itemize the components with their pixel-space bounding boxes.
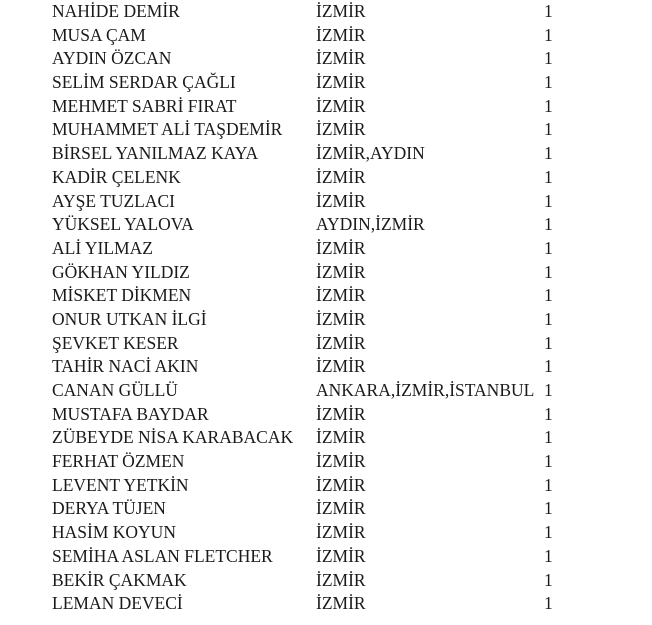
row-name: TAHİR NACİ AKIN: [52, 356, 199, 377]
row-name: ALİ YILMAZ: [52, 237, 153, 258]
row-count: 1: [544, 332, 553, 353]
row-city: İZMİR: [316, 95, 366, 116]
row-count: 1: [544, 308, 553, 329]
row-city: İZMİR: [316, 72, 366, 93]
table-row: [52, 450, 612, 474]
table-row: [52, 261, 612, 285]
table-row: [52, 355, 612, 379]
table-row: [52, 284, 612, 308]
row-city: İZMİR: [316, 474, 366, 495]
row-city: İZMİR: [316, 332, 366, 353]
table-row: [52, 474, 612, 498]
row-city: İZMİR: [316, 1, 366, 21]
row-city: İZMİR: [316, 237, 366, 258]
row-city: İZMİR: [316, 593, 366, 614]
row-name: MEHMET SABRİ FIRAT: [52, 95, 237, 116]
row-count: 1: [544, 237, 553, 258]
row-name: LEVENT YETKİN: [52, 474, 189, 495]
row-count: 1: [544, 380, 553, 400]
row-name: HASİM KOYUN: [52, 522, 176, 543]
row-count: 1: [544, 1, 553, 21]
row-name: GÖKHAN YILDIZ: [52, 261, 190, 282]
row-city: İZMİR: [316, 522, 366, 543]
table-row: [52, 592, 612, 616]
table-row: [52, 95, 612, 119]
row-count: 1: [544, 119, 553, 140]
candidate-table: [52, 0, 612, 616]
row-name: MİSKET DİKMEN: [52, 285, 192, 306]
table-row: [52, 308, 612, 332]
row-count: 1: [544, 285, 553, 306]
table-row: [52, 237, 612, 261]
row-city: İZMİR: [316, 545, 366, 566]
row-name: BİRSEL YANILMAZ KAYA: [52, 143, 259, 164]
row-name: MUSTAFA BAYDAR: [52, 403, 209, 424]
row-name: NAHİDE DEMİR: [52, 1, 180, 21]
row-city: İZMİR: [316, 308, 366, 329]
row-count: 1: [544, 356, 553, 377]
row-name: DERYA TÜJEN: [52, 498, 166, 519]
table-row: [52, 142, 612, 166]
row-city: İZMİR: [316, 166, 366, 187]
row-name: LEMAN DEVECİ: [52, 593, 183, 614]
row-name: MUSA ÇAM: [52, 24, 146, 45]
row-city: İZMİR: [316, 285, 366, 306]
row-city: İZMİR: [316, 24, 366, 45]
row-city: İZMİR: [316, 190, 366, 211]
row-city: İZMİR: [316, 119, 366, 140]
row-count: 1: [544, 24, 553, 45]
row-count: 1: [544, 190, 553, 211]
row-name: YÜKSEL YALOVA: [52, 214, 194, 235]
row-city: İZMİR,AYDIN: [316, 143, 425, 164]
row-name: FERHAT ÖZMEN: [52, 451, 185, 472]
row-city: AYDIN,İZMİR: [316, 214, 425, 235]
row-name: AYDIN ÖZCAN: [52, 48, 172, 69]
table-row: [52, 521, 612, 545]
row-name: KADİR ÇELENK: [52, 166, 181, 187]
row-city: İZMİR: [316, 48, 366, 69]
table-row: [52, 166, 612, 190]
row-city: İZMİR: [316, 451, 366, 472]
row-count: 1: [544, 451, 553, 472]
row-name: AYŞE TUZLACI: [52, 190, 175, 211]
table-row: [52, 545, 612, 569]
row-count: 1: [544, 569, 553, 590]
table-row: [52, 118, 612, 142]
row-count: 1: [544, 474, 553, 495]
row-count: 1: [544, 214, 553, 235]
table-row: [52, 497, 612, 521]
row-count: 1: [544, 427, 553, 448]
row-count: 1: [544, 522, 553, 543]
row-count: 1: [544, 95, 553, 116]
row-count: 1: [544, 48, 553, 69]
row-name: ZÜBEYDE NİSA KARABACAK: [52, 427, 294, 448]
row-city: İZMİR: [316, 261, 366, 282]
row-count: 1: [544, 166, 553, 187]
table-row: [52, 47, 612, 71]
row-city: İZMİR: [316, 403, 366, 424]
table-row: [52, 0, 612, 24]
row-name: CANAN GÜLLÜ: [52, 380, 178, 400]
table-row: [52, 379, 612, 403]
table-row: [52, 24, 612, 48]
table-row: [52, 426, 612, 450]
row-city: İZMİR: [316, 427, 366, 448]
table-row: [52, 569, 612, 593]
row-city: İZMİR: [316, 356, 366, 377]
row-name: ONUR UTKAN İLGİ: [52, 308, 207, 329]
row-city: ANKARA,İZMİR,İSTANBUL: [316, 380, 535, 400]
table-row: [52, 213, 612, 237]
row-name: BEKİR ÇAKMAK: [52, 569, 187, 590]
row-count: 1: [544, 261, 553, 282]
row-name: SELİM SERDAR ÇAĞLI: [52, 72, 236, 93]
row-city: İZMİR: [316, 498, 366, 519]
row-count: 1: [544, 545, 553, 566]
table-row: [52, 71, 612, 95]
row-count: 1: [544, 593, 553, 614]
row-name: SEMİHA ASLAN FLETCHER: [52, 545, 273, 566]
row-count: 1: [544, 72, 553, 93]
table-row: [52, 332, 612, 356]
table-row: [52, 190, 612, 214]
row-count: 1: [544, 403, 553, 424]
row-city: İZMİR: [316, 569, 366, 590]
row-name: ŞEVKET KESER: [52, 332, 179, 353]
row-count: 1: [544, 143, 553, 164]
row-count: 1: [544, 498, 553, 519]
row-name: MUHAMMET ALİ TAŞDEMİR: [52, 119, 283, 140]
table-row: [52, 403, 612, 427]
